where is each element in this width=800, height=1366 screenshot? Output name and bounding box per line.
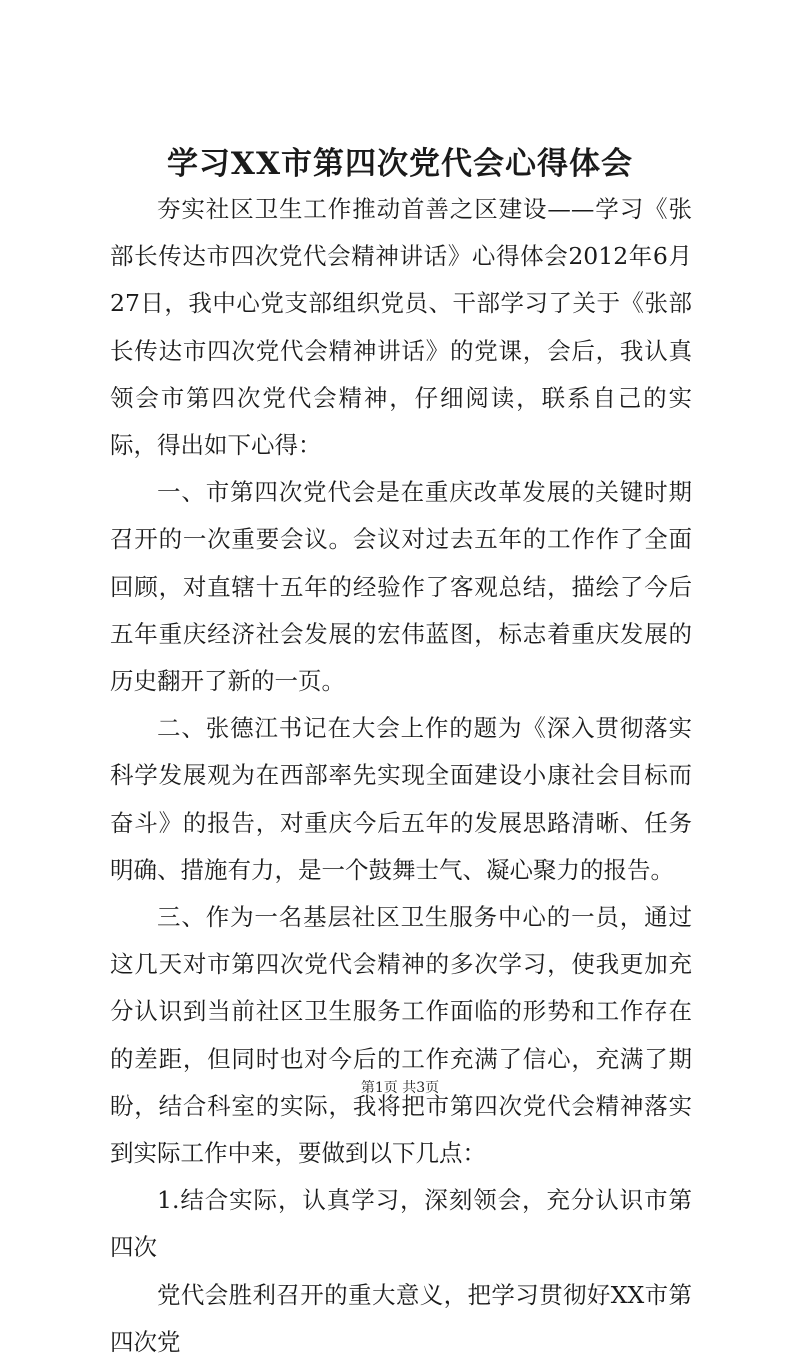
- paragraph-point-2: 二、张德江书记在大会上作的题为《深入贯彻落实科学发展观为在西部率先实现全面建设小康社会目标而奋斗》的报告，对重庆今后五年的发展思路清晰、任务明确、措施有力，是一个鼓舞士气、凝心聚力的报告。: [110, 714, 692, 884]
- paragraph-item-1-continued: 党代会胜利召开的重大意义，把学习贯彻好XX市第四次党: [110, 1280, 692, 1356]
- paragraph-point-1: 一、市第四次党代会是在重庆改革发展的关键时期召开的一次重要会议。会议对过去五年的工作作了全面回顾，对直辖十五年的经验作了客观总结，描绘了今后五年重庆经济社会发展的宏伟蓝图，标志着重庆发展的历史翻开了新的一页。: [110, 478, 692, 696]
- document-title: 学习XX市第四次党代会心得体会: [166, 146, 634, 182]
- paragraph-point-3: 三、作为一名基层社区卫生服务中心的一员，通过这几天对市第四次党代会精神的多次学习，使我更加充分认识到当前社区卫生服务工作面临的形势和工作存在的差距，但同时也对今后的工作充满了信心，充满了期盼，结合科室的实际，我将把市第四次党代会精神落实到实际工作中来，要做到以下几点：: [110, 903, 692, 1168]
- paragraph-item-1: 1.结合实际，认真学习，深刻领会，充分认识市第四次: [110, 1186, 692, 1262]
- page-number-footer: 第1页 共3页: [360, 1080, 440, 1096]
- document-body: [110, 186, 692, 1366]
- paragraph-intro: 夯实社区卫生工作推动首善之区建设——学习《张部长传达市四次党代会精神讲话》心得体会2012年6月27日，我中心党支部组织党员、干部学习了关于《张部长传达市四次党代会精神讲话》的党课，会后，我认真领会市第四次党代会精神，仔细阅读，联系自己的实际，得出如下心得：: [110, 195, 692, 460]
